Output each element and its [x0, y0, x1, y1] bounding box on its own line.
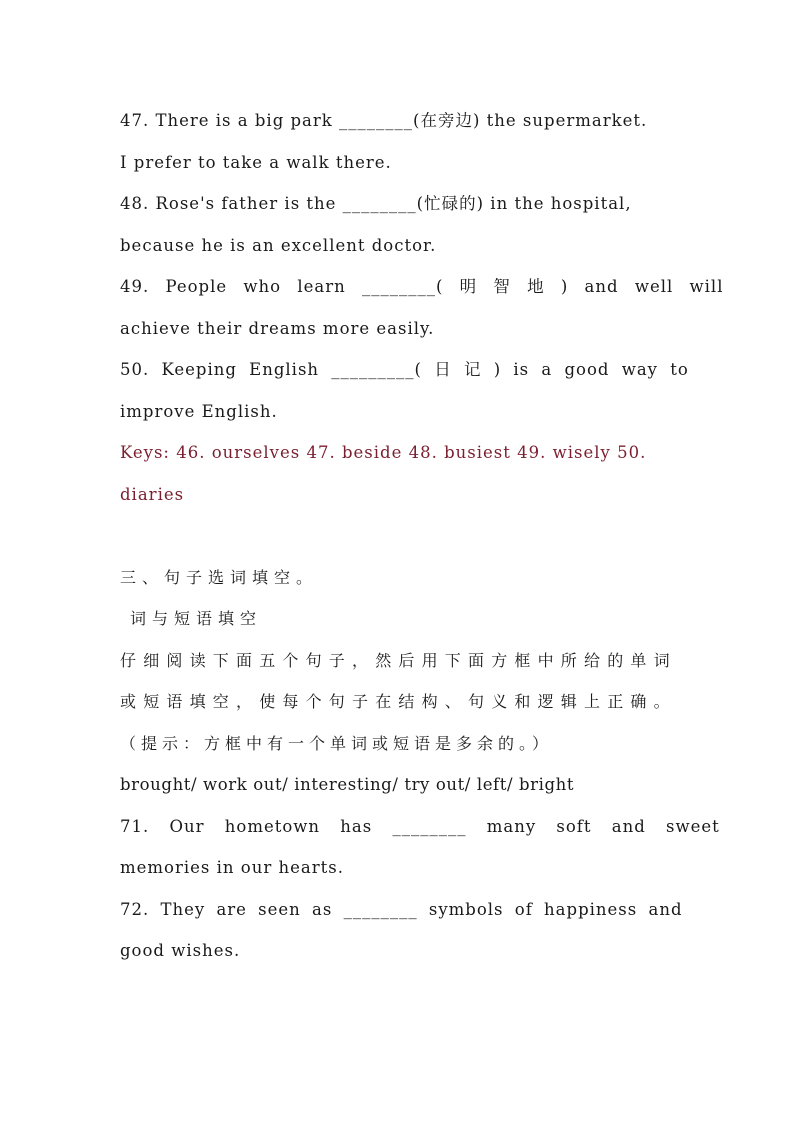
question-72-line-1: 72. They are seen as ________ symbols of happiness and: [120, 899, 683, 919]
instruction-line-1: 仔细阅读下面五个句子，然后用下面方框中所给的单词: [120, 650, 677, 670]
answer-keys-line-2: diaries: [120, 484, 185, 504]
question-49-line-1: 49. People who learn ________( 明 智 地 ) and well will: [120, 277, 724, 296]
answer-keys-line-1: Keys: 46. ourselves 47. beside 48. busiest 49. wisely 50.: [120, 443, 647, 462]
question-50-line-1: 50. Keeping English _________( 日 记 ) is a good way to: [120, 360, 689, 379]
hint-line: （提示：方框中有一个单词或短语是多余的。）: [120, 733, 554, 753]
question-47-line-2: I prefer to take a walk there.: [120, 152, 392, 172]
section-3-subheading: 词与短语填空: [130, 609, 263, 628]
question-48-line-2: because he is an excellent doctor.: [120, 235, 437, 255]
section-3-heading: 三、句子选词填空。: [120, 567, 319, 587]
question-72-line-2: good wishes.: [120, 941, 241, 960]
instruction-line-2: 或短语填空，使每个句子在结构、句义和逻辑上正确。: [120, 692, 677, 711]
document-page: [120, 100, 724, 972]
question-71-line-1: 71. Our hometown has ________ many soft and sweet: [120, 816, 720, 836]
question-48-line-1: 48. Rose's father is the ________(忙碌的) in the hospital,: [120, 194, 632, 213]
word-bank: brought/ work out/ interesting/ try out/ left/ bright: [120, 775, 575, 794]
question-47-line-1: 47. There is a big park ________(在旁边) the supermarket.: [120, 111, 648, 130]
question-49-line-2: achieve their dreams more easily.: [120, 318, 435, 338]
question-50-line-2: improve English.: [120, 401, 278, 421]
blank-spacer: [120, 515, 676, 557]
question-71-line-2: memories in our hearts.: [120, 858, 344, 877]
